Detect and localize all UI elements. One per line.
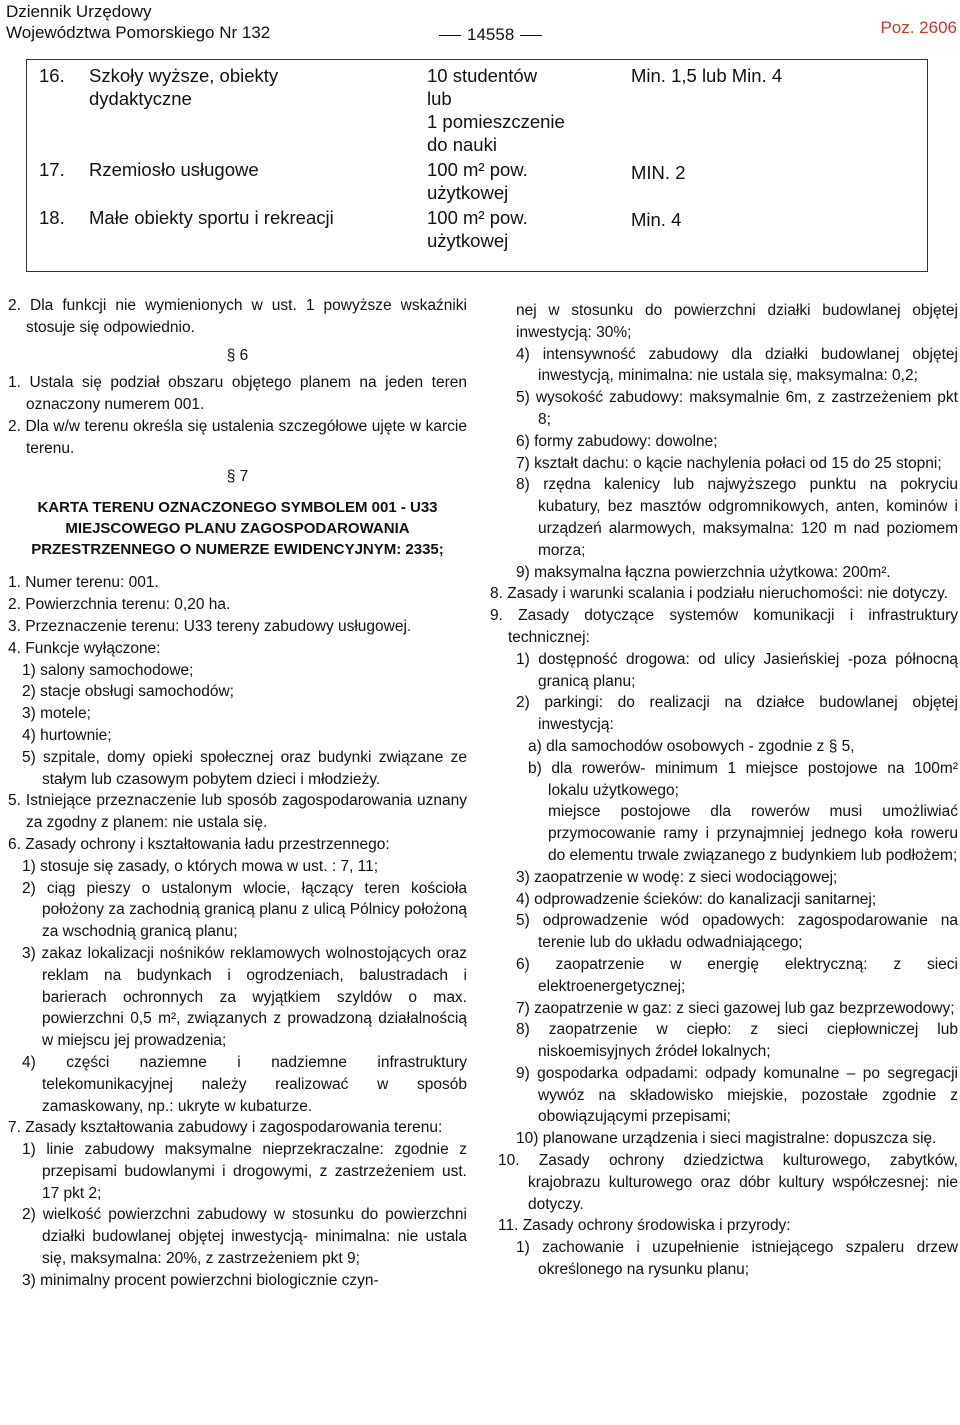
item-10: 10. Zasady ochrony dziedzictwa kulturowego, zabytków, krajobrazu kulturowego oraz dóbr kultury współczesnej: nie dotyczy. [498,1152,958,1213]
item-9-2: 2) parkingi: do realizacji na działce budowlanej objętej inwestycją: [516,694,958,734]
item-5: 5. Istniejące przeznaczenie lub sposób zagospodarowania uznany za zgodny z planem: nie ustala się. [8,792,467,832]
journal-issue: Województwa Pomorskiego Nr 132 [6,23,271,42]
item-6-2: 2) ciąg pieszy o ustalonym wlocie, łączący teren kościoła położony za zachodnią granicą planu z ulicą Pólnicy położoną za wschodnią granicą planu; [22,879,467,941]
item-8: 8. Zasady i warunki scalania i podziału nieruchomości: nie dotyczy. [490,585,949,603]
item-4-4: 4) hurtownie; [22,726,112,744]
dash-right [520,35,542,36]
row-16-value: Min. 1,5 lub Min. 4 [631,65,783,86]
item-9-3: 3) zaopatrzenie w wodę: z sieci wodociągowej; [516,868,838,886]
row-18-value: Min. 4 [631,209,682,230]
item-7-4: 4) intensywność zabudowy dla działki budowlanej objętej inwestycją, minimalna: nie ustala się, maksymalna: 0,2; [516,345,958,385]
item-9: 9. Zasady dotyczące systemów komunikacji i infrastruktury technicznej: [490,607,958,646]
item-4-1: 1) salony samochodowe; [22,661,194,679]
item-3: 3. Przeznaczenie terenu: U33 tereny zabudowy usługowej. [8,617,412,635]
item-6-1: 1) stosuje się zasady, o których mowa w ust. : 7, 11; [22,857,379,875]
section-6-mark: § 6 [226,346,249,364]
left-column [8,295,467,1292]
item-7-1: 1) linie zabudowy maksymalne nieprzekraczalne: zgodnie z przepisami budowlanymi i drogowymi, z zastrzeżeniem ust. 17 pkt 2; [22,1141,467,1202]
item-9-8: 8) zaopatrzenie w ciepło: z sieci ciepłowniczej lub niskoemisyjnych źródeł lokalnych; [516,1021,958,1061]
item-9-2-note: miejsce postojowe dla rowerów musi umożliwiać przymocowanie ramy i przynajmniej jednego koła roweru do elementu trwale związanego z budynkiem lub podłożem; [548,803,958,864]
row-16-unit-4: do nauki [427,134,497,155]
item-9-4: 4) odprowadzenie ścieków: do kanalizacji sanitarnej; [516,890,877,908]
item-7-3-continued: nej w stosunku do powierzchni działki budowlanej objętej inwestycją: 30%; [516,302,958,341]
row-18-unit-1: 100 m² pow. [427,207,528,228]
row-17-value: MIN. 2 [631,162,686,183]
item-9-6: 6) zaopatrzenie w energię elektryczną: z sieci elektroenergetycznej; [516,955,958,995]
item-9-7: 7) zaopatrzenie w gaz: z sieci gazowej lub gaz bezprzewodowy; [516,999,955,1017]
row-16-unit-1: 10 studentów [427,65,538,86]
indicator-table [26,59,928,272]
row-17-name: Rzemiosło usługowe [89,159,259,180]
section-7-mark: § 7 [226,467,249,485]
item-9-5: 5) odprowadzenie wód opadowych: zagospodarowanie na terenie lub do układu odwadniającego; [516,912,958,952]
item-7-8: 8) rzędna kalenicy lub najwyższego punktu na pokryciu kubatury, bez masztów odgromnikowych, anten, kominów i urządzeń alarmowych, maksymalna: 120 m nad poziomem morza; [516,476,958,559]
row-16-name-1: Szkoły wyższe, obiekty [89,65,279,86]
page-header [6,1,270,43]
row-17-unit-1: 100 m² pow. [427,159,528,180]
position-label: Poz. 2606 [880,18,957,37]
s6-item-2: 2. Dla w/w terenu określa się ustalenia szczegółowe ujęte w karcie terenu. [8,417,467,457]
item-7-5: 5) wysokość zabudowy: maksymalnie 6m, z zastrzeżeniem pkt 8; [516,389,958,428]
page-number [433,25,548,45]
item-9-10: 10) planowane urządzenia i sieci magistralne: dopuszcza się. [516,1130,937,1148]
item-7: 7. Zasady kształtowania zabudowy i zagospodarowania terenu: [8,1119,443,1137]
s6-item-1: 1. Ustala się podział obszaru objętego planem na jeden teren oznaczony numerem 001. [8,374,467,414]
row-17-no: 17. [39,159,65,180]
item-11: 11. Zasady ochrony środowiska i przyrody: [498,1217,791,1235]
journal-title: Dziennik Urzędowy [6,2,152,21]
item-9-1: 1) dostępność drogowa: od ulicy Jasieńskiej -poza północną granicą planu; [516,650,958,690]
item-4: 4. Funkcje wyłączone: [8,639,161,657]
row-16-no: 16. [39,65,65,86]
row-16-unit-3: 1 pomieszczenie [427,111,565,132]
row-18-unit-2: użytkowej [427,230,509,251]
item-9-2-b: b) dla rowerów- minimum 1 miejsce postojowe na 100m² lokalu użytkowego; [528,759,958,799]
item-6-4: 4) części naziemne i nadziemne infrastruktury telekomunikacyjnej należy realizować w sposób zamaskowany, np.: ukryte w kubaturze. [22,1053,467,1115]
item-7-7: 7) kształt dachu: o kącie nachylenia połaci od 15 do 25 stopni; [516,454,942,472]
paragraph-2: 2. Dla funkcji nie wymienionych w ust. 1 powyższe wskaźniki stosuje się odpowiednio. [8,297,467,336]
item-7-6: 6) formy zabudowy: dowolne; [516,432,718,450]
item-9-9: 9) gospodarka odpadami: odpady komunalne – po segregacji wywóz na składowisko miejskie, pozostałe zgodnie z obowiązującymi przepisami; [516,1064,958,1126]
row-18-name: Małe obiekty sportu i rekreacji [89,207,334,228]
dash-left [439,35,461,36]
item-7-9: 9) maksymalna łączna powierzchnia użytkowa: 200m². [516,563,891,581]
item-11-1: 1) zachowanie i uzupełnienie istniejącego szpaleru drzew określonego na rysunku planu; [516,1239,958,1279]
item-4-2: 2) stacje obsługi samochodów; [22,683,234,701]
item-1: 1. Numer terenu: 001. [8,574,159,592]
page-number-value: 14558 [467,25,515,44]
item-7-2: 2) wielkość powierzchni zabudowy w stosunku do powierzchni działki budowlanej objętej inwestycją- minimalna: nie ustala się, maksymalna: 20%, z zastrzeżeniem pkt 9; [22,1206,467,1268]
item-4-3: 3) motele; [22,705,91,723]
right-column [490,300,958,1281]
item-7-3: 3) minimalny procent powierzchni biologicznie czyn- [22,1271,379,1289]
row-18-no: 18. [39,207,65,228]
card-heading: KARTA TERENU OZNACZONEGO SYMBOLEM 001 - U33 MIEJSCOWEGO PLANU ZAGOSPODAROWANIA PRZESTRZENNEGO O NUMERZE EWIDENCYJNYM: 2335; [31,499,444,559]
item-9-2-a: a) dla samochodów osobowych - zgodnie z § 5, [528,737,855,755]
row-17-unit-2: użytkowej [427,182,509,203]
item-2: 2. Powierzchnia terenu: 0,20 ha. [8,596,231,614]
item-6: 6. Zasady ochrony i kształtowania ładu przestrzennego: [8,835,390,853]
item-4-5: 5) szpitale, domy opieki społecznej oraz budynki związane ze stałym lub czasowym pobytem dzieci i młodzieży. [22,748,467,788]
row-16-unit-2: lub [427,88,452,109]
row-16-name-2: dydaktyczne [89,88,192,109]
item-6-3: 3) zakaz lokalizacji nośników reklamowych wolnostojących oraz reklam na budynkach i ogrodzeniach, balustradach i barierach ochronnych za wyjątkiem szyldów o max. powierzchni 0,5 m², związanych z prowadzoną działalnością w miejscu jej prowadzenia; [22,944,467,1050]
